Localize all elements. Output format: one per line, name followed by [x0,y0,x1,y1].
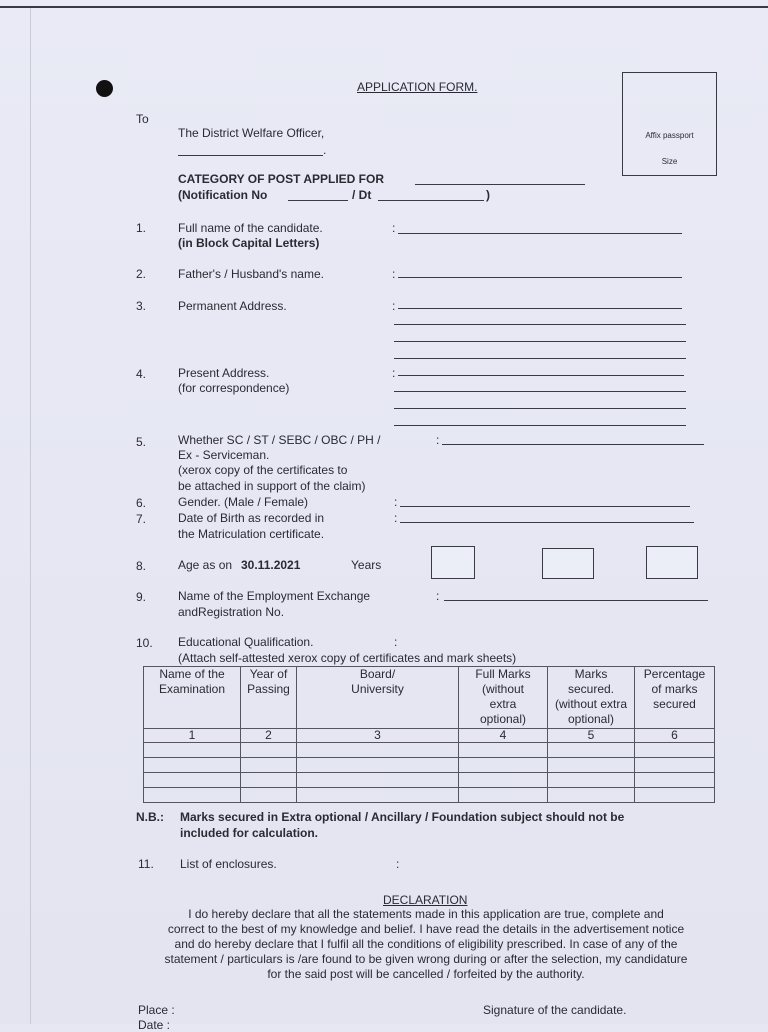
field-8-number: 8. [136,559,147,573]
to-label: To [136,112,149,126]
column-number: 5 [548,729,635,743]
declaration-text [136,907,716,982]
field-11-number: 11. [138,857,154,871]
field-5-line4: be attached in support of the claim) [178,479,366,493]
notification-blank[interactable] [288,200,348,201]
table-cell[interactable] [548,758,635,773]
qualification-table [143,666,715,803]
left-edge-line [30,8,31,1024]
field-6-number: 6. [136,496,147,510]
officer-label: The District Welfare Officer, [178,126,325,140]
table-cell[interactable] [241,743,297,758]
table-row [144,788,715,803]
present-address-line[interactable] [394,391,686,392]
field-1-label: Full name of the candidate. [178,221,323,235]
days-box[interactable] [646,546,698,579]
present-address-line[interactable] [394,408,686,409]
nb-line2: included for calculation. [180,826,319,840]
full-name-line[interactable] [398,233,682,234]
field-9-number: 9. [136,590,147,604]
present-address-line[interactable] [394,425,686,426]
field-10-label: Educational Qualification. [178,635,314,649]
punch-hole [96,80,113,97]
header-marks-secured: Marks secured. (without extra optional) [548,667,635,729]
field-9-colon: : [436,589,440,603]
field-3-label: Permanent Address. [178,299,287,313]
table-cell[interactable] [459,743,548,758]
table-cell[interactable] [297,788,459,803]
field-9-sublabel: andRegistration No. [178,605,285,619]
table-cell[interactable] [144,743,241,758]
district-blank[interactable] [178,155,323,156]
header-full-marks: Full Marks (without extra optional) [459,667,548,729]
field-1-number: 1. [136,221,147,235]
table-cell[interactable] [144,788,241,803]
table-cell[interactable] [459,788,548,803]
signature-label: Signature of the candidate. [483,1003,627,1017]
column-number: 2 [241,729,297,743]
field-4-number: 4. [136,367,147,381]
field-6-colon: : [394,495,398,509]
table-cell[interactable] [144,758,241,773]
form-title: APPLICATION FORM. [357,80,478,94]
column-number: 1 [144,729,241,743]
field-1-colon: : [392,221,396,235]
declaration-line: and do hereby declare that I fulfil all the conditions of eligibility prescribed. In case of any of the [174,937,678,951]
present-address-line[interactable] [398,375,684,376]
table-cell[interactable] [635,743,715,758]
field-3-number: 3. [136,299,147,313]
district-dot: . [323,143,327,157]
top-edge-line [0,6,768,8]
category-label: CATEGORY OF POST APPLIED FOR [178,172,385,186]
field-7-colon: : [394,511,398,525]
column-number: 3 [297,729,459,743]
field-5-number: 5. [136,435,147,449]
table-cell[interactable] [297,743,459,758]
gender-line[interactable] [400,506,690,507]
table-cell[interactable] [459,758,548,773]
dt-close: ) [486,188,490,202]
field-7-sublabel: the Matriculation certificate. [178,527,325,541]
field-1-sublabel: (in Block Capital Letters) [178,236,320,250]
declaration-line: correct to the best of my knowledge and belief. I have read the details in the advertisement notice [167,922,685,936]
field-7-label: Date of Birth as recorded in [178,511,325,525]
permanent-address-line[interactable] [398,308,682,309]
field-7-number: 7. [136,512,147,526]
table-cell[interactable] [297,758,459,773]
declaration-title: DECLARATION [383,893,468,907]
notification-label: (Notification No [178,188,268,202]
years-box[interactable] [431,546,475,579]
table-cell[interactable] [297,773,459,788]
photo-label-line2: Size [661,157,678,166]
field-5-label: Whether SC / ST / SEBC / OBC / PH / [178,433,381,447]
table-row [144,773,715,788]
field-5-line2: Ex - Serviceman. [178,448,270,462]
field-8-label: Age as on [178,558,233,572]
table-cell[interactable] [459,773,548,788]
age-date: 30.11.2021 [241,558,301,572]
permanent-address-line[interactable] [394,341,686,342]
field-5-colon: : [436,433,440,447]
date-label: Date : [138,1018,171,1032]
column-number: 6 [635,729,715,743]
employment-exchange-line[interactable] [444,600,708,601]
field-2-colon: : [392,267,396,281]
permanent-address-line[interactable] [394,324,686,325]
header-board-university: Board/ University [297,667,459,729]
nb-line1: Marks secured in Extra optional / Ancillary / Foundation subject should not be [180,810,625,824]
photo-box [622,72,717,176]
field-6-label: Gender. (Male / Female) [178,495,309,509]
field-2-label: Father's / Husband's name. [178,267,324,281]
photo-label-line1: Affix passport [645,131,694,140]
table-cell[interactable] [144,773,241,788]
dt-blank[interactable] [378,200,484,201]
table-cell[interactable] [635,773,715,788]
field-2-number: 2. [136,267,147,281]
place-label: Place : [138,1003,175,1017]
table-row [144,743,715,758]
table-cell[interactable] [548,788,635,803]
years-label: Years [351,558,382,572]
table-cell[interactable] [548,773,635,788]
header-percentage: Percentage of marks secured [635,667,715,729]
enclosures-label: List of enclosures. [180,857,277,871]
declaration-line: for the said post will be cancelled / forfeited by the authority. [267,967,585,981]
field-9-label: Name of the Employment Exchange [178,589,371,603]
field-5-line3: (xerox copy of the certificates to [178,463,348,477]
dt-label: / Dt [352,188,372,202]
table-cell[interactable] [635,788,715,803]
nb-label: N.B.: [136,810,164,824]
table-cell[interactable] [548,743,635,758]
field-4-label: Present Address. [178,366,270,380]
month-box[interactable] [542,548,594,579]
declaration-line: statement / particulars is /are found to be given wrong during or after the selection, my candidature [164,952,688,966]
table-header-row [144,667,715,729]
header-year-of-passing: Year of Passing [241,667,297,729]
field-3-colon: : [392,299,396,313]
field-10-sublabel: (Attach self-attested xerox copy of certificates and mark sheets) [178,651,517,665]
table-row [144,758,715,773]
table-cell[interactable] [635,758,715,773]
column-number: 4 [459,729,548,743]
enclosures-colon: : [396,857,400,871]
table-cell[interactable] [241,773,297,788]
field-10-colon: : [394,635,398,649]
field-4-colon: : [392,366,396,380]
category-status-line[interactable] [442,444,704,445]
permanent-address-line[interactable] [394,358,686,359]
field-10-number: 10. [136,636,153,650]
category-blank[interactable] [415,184,585,185]
field-4-sublabel: (for correspondence) [178,381,290,395]
table-cell[interactable] [241,788,297,803]
dob-line[interactable] [400,522,694,523]
father-name-line[interactable] [398,277,682,278]
declaration-line: I do hereby declare that all the statements made in this application are true, complete and [188,907,664,921]
header-examination: Name of the Examination [144,667,241,729]
table-number-row [144,729,715,743]
table-cell[interactable] [241,758,297,773]
